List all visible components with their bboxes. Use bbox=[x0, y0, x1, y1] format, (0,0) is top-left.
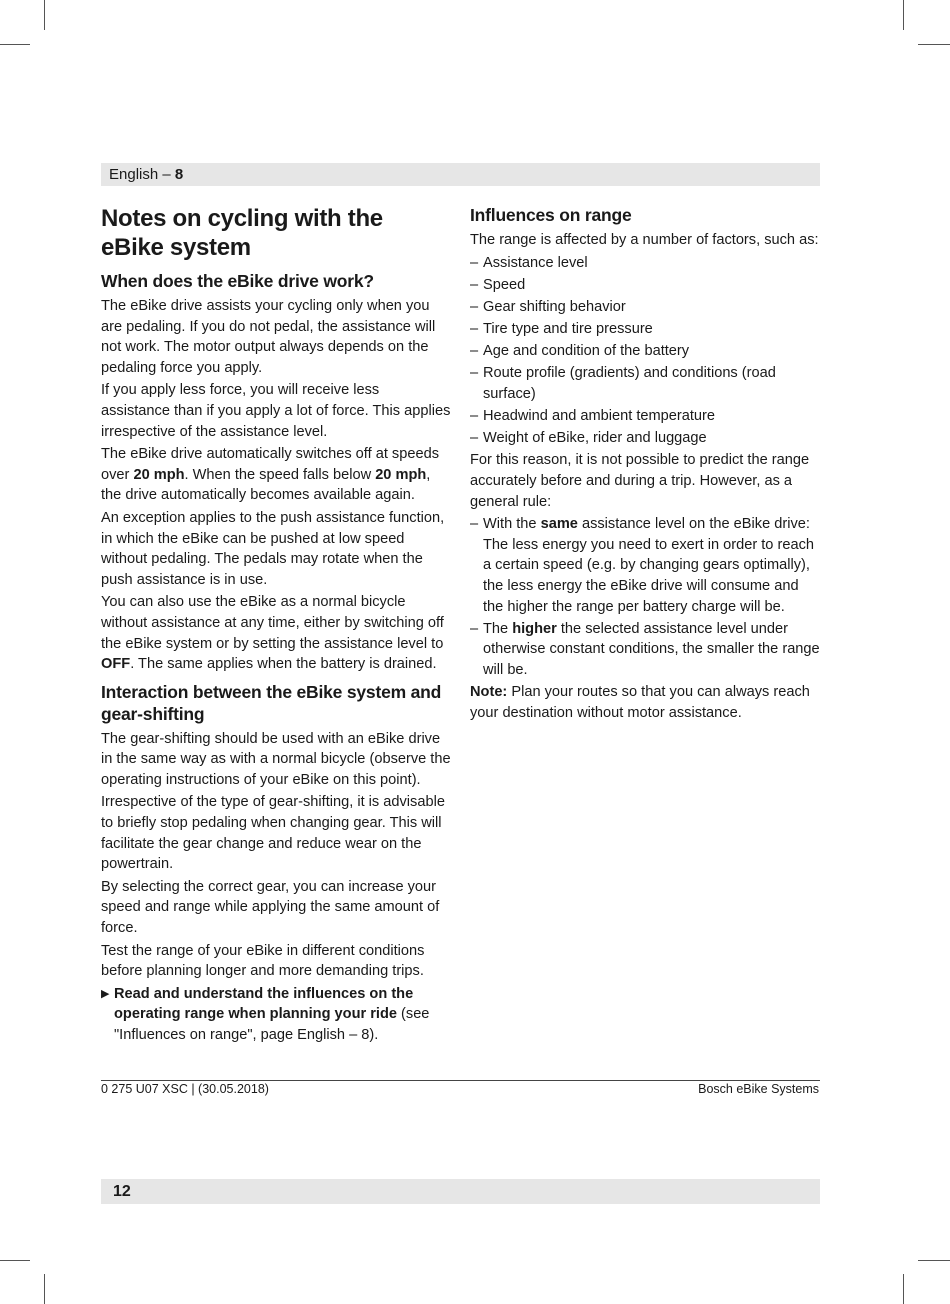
paragraph: By selecting the correct gear, you can increase your speed and range while applying the same amount of force. bbox=[101, 878, 440, 937]
paragraph: An exception applies to the push assistance function, in which the eBike can be pushed at low speed without pedaling. The pedals may rotate when the push assistance is in use. bbox=[101, 509, 445, 588]
page-number-bar bbox=[101, 1179, 820, 1204]
paragraph: The gear-shifting should be used with an eBike drive in the same way as with a normal bicycle (observe the operating instructions of your eBike on this point). bbox=[101, 730, 451, 788]
header-page: 8 bbox=[174, 166, 184, 183]
crop-mark bbox=[918, 1260, 950, 1261]
list-item: – Route profile (gradients) and conditions (road surface) bbox=[470, 365, 776, 402]
paragraph: You can also use the eBike as a normal bicycle without assistance at any time, either by switching off the eBike system or by setting the assistance level to OFF. The same applies when the battery is drained. bbox=[101, 594, 444, 673]
crop-mark bbox=[44, 1274, 45, 1304]
rule-list bbox=[470, 514, 820, 680]
heading-gear: Interaction between the eBike system and gear-shifting bbox=[101, 681, 442, 724]
footer-doc-id: 0 275 U07 XSC | (30.05.2018) bbox=[101, 1082, 269, 1096]
running-header bbox=[101, 163, 820, 186]
crop-mark bbox=[0, 44, 30, 45]
paragraph: The eBike drive assists your cycling only when you are pedaling. If you do not pedal, the assistance will not work. The motor output always depends on the pedaling force you apply. bbox=[101, 298, 436, 376]
paragraph: Test the range of your eBike in different conditions before planning longer and more demanding trips. bbox=[101, 942, 425, 980]
list-item: – Headwind and ambient temperature bbox=[470, 407, 716, 424]
page-title: Notes on cycling with the eBike system bbox=[101, 205, 383, 261]
heading-drive: When does the eBike drive work? bbox=[101, 271, 374, 291]
crop-mark bbox=[903, 1274, 904, 1304]
header-section: English – bbox=[109, 166, 175, 183]
list-item: – The higher the selected assistance level under otherwise constant conditions, the smaller the range will be. bbox=[470, 620, 820, 678]
instruction-item: ▶ Read and understand the influences on the operating range when planning your ride (see "Influences on range", page English – 8). bbox=[101, 985, 430, 1043]
crop-mark bbox=[0, 1260, 30, 1261]
list-item: – Tire type and tire pressure bbox=[470, 320, 653, 337]
note: Note: Plan your routes so that you can always reach your destination without motor assistance. bbox=[470, 684, 810, 722]
list-item: – Assistance level bbox=[470, 254, 588, 271]
crop-mark bbox=[918, 44, 950, 45]
heading-range: Influences on range bbox=[470, 205, 632, 225]
paragraph: For this reason, it is not possible to predict the range accurately before and during a trip. However, as a general rule: bbox=[470, 452, 810, 510]
paragraph: The eBike drive automatically switches off at speeds over 20 mph. When the speed falls below 20 mph, the drive automatically becomes available again. bbox=[101, 446, 439, 504]
paragraph: Irrespective of the type of gear-shifting, it is advisable to briefly stop pedaling when changing gear. This will facilitate the gear change and reduce wear on the powertrain. bbox=[101, 794, 445, 873]
list-item: – Speed bbox=[470, 276, 526, 293]
page-number: 12 bbox=[113, 1183, 131, 1200]
list-item: – With the same assistance level on the eBike drive: The less energy you need to exert in order to reach a certain speed (e.g. by changing gears optimally), the less energy the eBike drive will consume and the higher the range per battery charge will be. bbox=[470, 516, 814, 615]
list-item: – Gear shifting behavior bbox=[470, 298, 626, 315]
footer-brand: Bosch eBike Systems bbox=[698, 1082, 819, 1096]
arrow-icon: ▶ bbox=[101, 987, 110, 1000]
paragraph: If you apply less force, you will receive less assistance than if you apply a lot of force. This applies irrespective of the assistance level. bbox=[101, 382, 451, 440]
factor-list bbox=[470, 253, 820, 449]
paragraph: The range is affected by a number of factors, such as: bbox=[470, 232, 819, 248]
right-column bbox=[470, 204, 820, 726]
crop-mark bbox=[903, 0, 904, 30]
crop-mark bbox=[44, 0, 45, 30]
list-item: – Age and condition of the battery bbox=[470, 342, 690, 359]
left-column bbox=[101, 204, 451, 1046]
list-item: – Weight of eBike, rider and luggage bbox=[470, 429, 707, 446]
